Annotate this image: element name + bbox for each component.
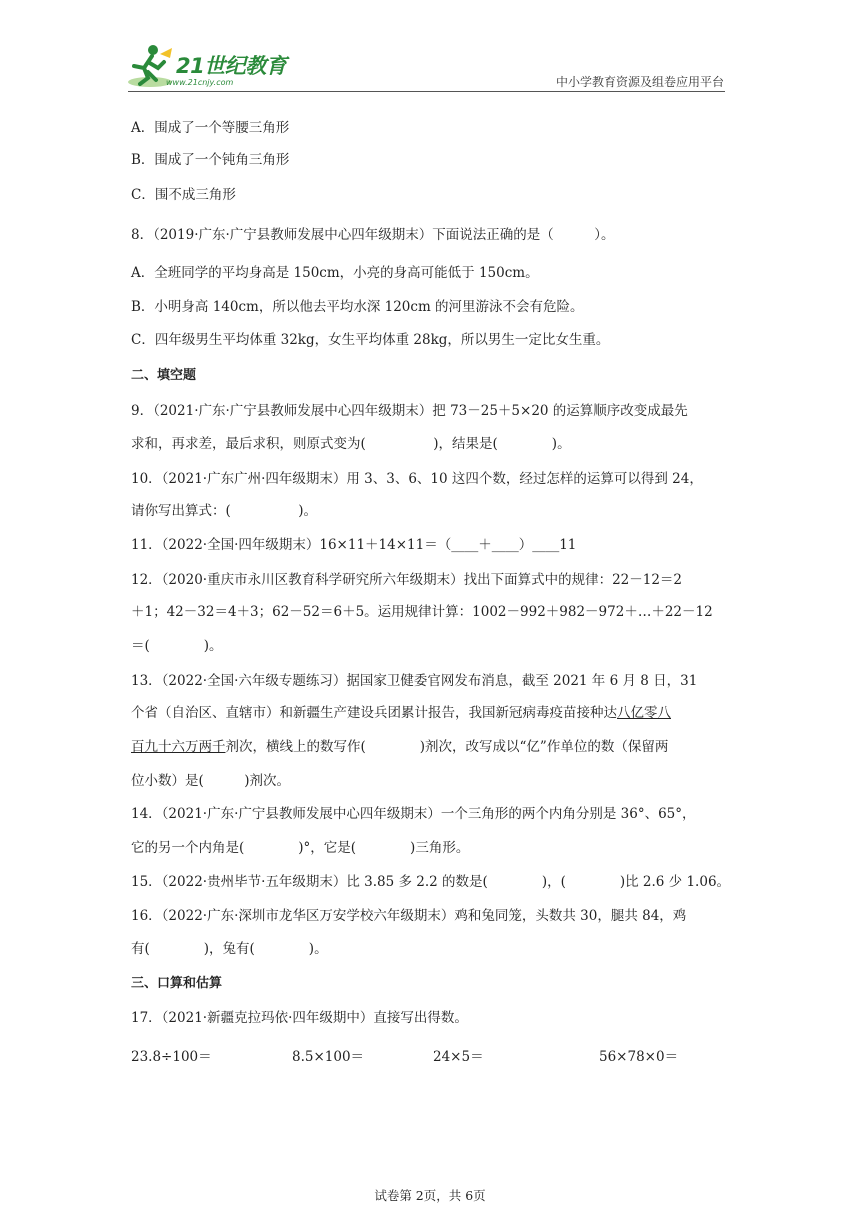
q13-underlined-number-part2: 百九十六万两千	[131, 739, 226, 755]
q13-line3-text: 剂次，横线上的数写作( )剂次，改写成以“亿”作单位的数（保留两	[225, 739, 669, 755]
q9-line2: 求和，再求差，最后求积，则原式变为( )，结果是( )。	[131, 436, 571, 452]
section-title-mental-math: 三、口算和估算	[131, 976, 223, 991]
q7-option-c: C．围不成三角形	[131, 187, 236, 203]
section-title-fill-blank: 二、填空题	[131, 368, 197, 383]
q12-line2: ＋1；42－32＝4＋3；62－52＝6＋5。运用规律计算：1002－992＋982－972＋…＋22－12	[131, 604, 713, 620]
q16-line2: 有( )，兔有( )。	[131, 941, 328, 957]
q10-line1: 10．（2021·广东广州·四年级期末）用 3、3、6、10 这四个数，经过怎样的运算可以得到 24，	[131, 471, 703, 487]
q13-underlined-number-part1: 八亿零八	[617, 705, 671, 721]
logo-text: 21世纪教育	[176, 54, 287, 78]
q7-option-a: A．围成了一个等腰三角形	[131, 120, 290, 136]
logo-url: www.21cnjy.com	[166, 78, 234, 87]
q8-option-b: B．小明身高 140cm，所以他去平均水深 120cm 的河里游泳不会有危险。	[131, 299, 584, 315]
q14-line2: 它的另一个内角是( )°，它是( )三角形。	[131, 840, 470, 856]
q8-stem: 8．（2019·广东·广宁县教师发展中心四年级期末）下面说法正确的是（ ）。	[131, 227, 615, 243]
logo	[126, 42, 296, 94]
page-header	[0, 0, 860, 100]
q16-line1: 16．（2022·广东·深圳市龙华区万安学校六年级期末）鸡和兔同笼，头数共 30，腿共 84，鸡	[131, 908, 687, 924]
q17-item-2: 8.5×100＝	[292, 1049, 365, 1065]
q13-line4: 位小数）是( )剂次。	[131, 773, 291, 789]
q9-line1: 9．（2021·广东·广宁县教师发展中心四年级期末）把 73－25＋5×20 的运算顺序改变成最先	[131, 403, 688, 419]
q13-line3	[131, 737, 731, 757]
q17-item-3: 24×5＝	[433, 1049, 484, 1065]
q17-item-4: 56×78×0＝	[599, 1049, 679, 1065]
q7-option-b: B．围成了一个钝角三角形	[131, 152, 290, 168]
q17-item-1: 23.8÷100＝	[131, 1049, 212, 1065]
q15: 15．（2022·贵州毕节·五年级期末）比 3.85 多 2.2 的数是( )，( )比 2.6 少 1.06。	[131, 874, 731, 890]
q8-option-c: C．四年级男生平均体重 32kg，女生平均体重 28kg，所以男生一定比女生重。	[131, 332, 610, 348]
header-divider	[128, 91, 725, 92]
q12-line1: 12．（2020·重庆市永川区教育科学研究所六年级期末）找出下面算式中的规律：22－12＝2	[131, 572, 683, 588]
q14-line1: 14．（2021·广东·广宁县教师发展中心四年级期末）一个三角形的两个内角分别是 36°、65°，	[131, 806, 696, 822]
q12-line3: ＝( )。	[131, 638, 223, 654]
q13-line2-text: 个省（自治区、直辖市）和新疆生产建设兵团累计报告，我国新冠病毒疫苗接种达	[131, 705, 617, 721]
q17-stem: 17．（2021·新疆克拉玛依·四年级期中）直接写出得数。	[131, 1010, 468, 1026]
page-footer: 试卷第 2页，共 6页	[374, 1188, 486, 1203]
q8-option-a: A．全班同学的平均身高是 150cm，小亮的身高可能低于 150cm。	[131, 265, 539, 281]
q13-line2	[131, 703, 731, 723]
q11: 11．（2022·全国·四年级期末）16×11＋14×11＝（____＋____）____11	[131, 537, 577, 553]
q10-line2: 请你写出算式：( )。	[131, 503, 318, 519]
q13-line1: 13．（2022·全国·六年级专题练习）据国家卫健委官网发布消息，截至 2021 年 6 月 8 日，31	[131, 673, 698, 689]
platform-name: 中小学教育资源及组卷应用平台	[555, 75, 724, 89]
